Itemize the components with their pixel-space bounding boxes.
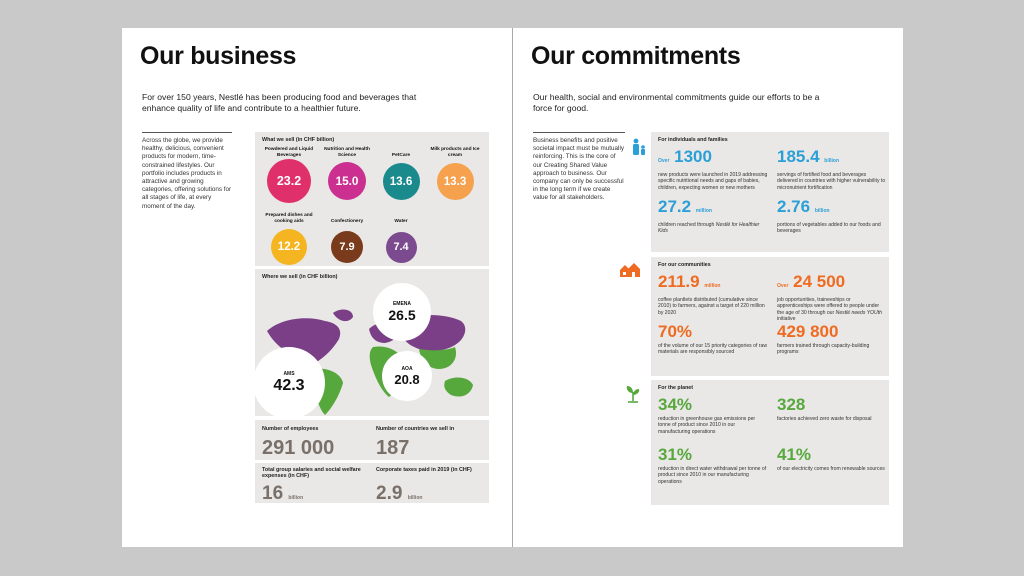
sell-bubble-label: Water xyxy=(394,218,408,224)
stat-suffix: million xyxy=(695,208,712,214)
sell-bubble-value: 15.0 xyxy=(335,174,359,188)
sell-bubble-circle xyxy=(331,231,363,263)
sell-bubble xyxy=(373,146,429,200)
commitment-stat xyxy=(658,148,768,191)
taxes-label: Corporate taxes paid in 2019 (in CHF) xyxy=(376,467,472,473)
stat-number: 34% xyxy=(658,395,693,414)
stat-desc-text: of the volume of our 15 priority categories of raw materials are responsibly sourced xyxy=(658,343,768,356)
stat-description xyxy=(777,297,887,323)
sell-bubble xyxy=(427,146,483,200)
stat-number-row xyxy=(777,273,887,295)
houses-icon xyxy=(619,262,641,278)
sell-bubble-label: Confectionery xyxy=(330,218,364,224)
sell-bubble xyxy=(373,212,429,263)
region-name: AMS xyxy=(283,371,295,377)
stat-number: 211.9 xyxy=(658,272,700,291)
employees-value: 291 000 xyxy=(262,437,335,459)
stat-desc-text: farmers trained through capacity-building programs xyxy=(777,343,870,356)
sell-bubble xyxy=(261,212,317,265)
stat-number-row xyxy=(658,323,768,341)
sell-bubble-label: Prepared dishes and cooking aids xyxy=(265,213,313,224)
stat-number-row xyxy=(777,198,887,220)
stat-number: 27.2 xyxy=(658,197,692,216)
stat-desc-text: reduction in greenhouse gas emissions per tonne of product since 2010 in our manufacturing operations xyxy=(658,416,756,435)
stat-number: 31% xyxy=(658,445,693,464)
region-value: 42.3 xyxy=(273,377,305,394)
countries-value: 187 xyxy=(376,437,410,459)
commitment-stat xyxy=(777,323,887,356)
sell-bubble-label: PetCare xyxy=(391,152,411,158)
section-title: For the planet xyxy=(658,385,694,391)
sell-bubble xyxy=(319,146,375,200)
sell-bubble-circle xyxy=(386,232,417,263)
taxes-value xyxy=(376,483,422,505)
stat-number-row xyxy=(658,273,768,295)
stat-desc-text: children reached through xyxy=(658,222,715,228)
stat-number: 185.4 xyxy=(777,147,820,166)
what-we-sell-panel xyxy=(255,132,489,266)
side-text: Across the globe, we provide healthy, delicious, convenient products for modern, time-constrained lifestyles. Our portfolio includes products in attractive and growing categories, offering solutions for all stages of life, at every moment of the day. xyxy=(142,132,232,211)
stat-desc-text: job opportunities, traineeships or apprenticeships were offered to people under the age of 30 through our xyxy=(777,297,880,316)
stat-number: 429 800 xyxy=(777,322,839,341)
salaries-taxes-panel xyxy=(255,463,489,503)
stat-prefix: Over xyxy=(658,158,670,164)
stat-number-row xyxy=(777,323,887,341)
stat-number-row xyxy=(658,148,768,170)
commitment-stat xyxy=(658,323,768,356)
region-value: 20.8 xyxy=(394,371,420,387)
region-ams-circle xyxy=(253,347,325,419)
what-we-sell-title: What we sell (in CHF billion) xyxy=(262,137,335,143)
section-individuals-families xyxy=(651,132,889,252)
stat-suffix: billion xyxy=(824,158,840,164)
stat-description xyxy=(658,416,768,435)
sell-bubble-value: 12.2 xyxy=(277,241,301,253)
sell-bubble xyxy=(261,146,317,203)
region-aoa-circle xyxy=(382,351,432,401)
region-name: AOA xyxy=(401,365,413,372)
stat-description xyxy=(777,416,887,422)
stat-number-row xyxy=(658,198,768,220)
commitment-stat xyxy=(658,396,768,435)
intro-text: For over 150 years, Nestlé has been producing food and beverages that enhance quality of life and contribute to a healthier future. xyxy=(142,92,417,113)
stat-number-row xyxy=(777,446,887,464)
map-greenland xyxy=(333,310,353,322)
stat-number-row xyxy=(777,148,887,170)
commitment-stat xyxy=(658,446,768,485)
stat-desc-italic: Nestlé needs YOUth xyxy=(835,309,882,316)
page-title: Our commitments xyxy=(531,42,741,70)
stat-description xyxy=(658,172,768,191)
stat-desc-italic: Nestlé for Healthier Kids xyxy=(658,222,760,235)
salaries-unit: billion xyxy=(288,495,304,501)
stat-description xyxy=(777,172,887,191)
page-our-business xyxy=(122,28,512,547)
commitment-stat xyxy=(777,148,887,191)
sell-bubble-circle xyxy=(437,163,474,200)
where-we-sell-panel xyxy=(255,269,489,416)
employees-label: Number of employees xyxy=(262,426,319,432)
employees-countries-panel xyxy=(255,420,489,460)
commitment-stat xyxy=(777,396,887,422)
sell-bubble-circle xyxy=(383,163,420,200)
region-emena-circle xyxy=(373,283,431,341)
stat-prefix: Over xyxy=(777,283,789,289)
stat-desc-text: reduction in direct water withdrawal per tonne of product since 2010 in our manufacturing operations xyxy=(658,466,767,485)
region-value: 26.5 xyxy=(388,307,416,323)
stat-suffix: billion xyxy=(814,208,830,214)
stat-number: 1300 xyxy=(674,147,712,166)
commitment-stat xyxy=(777,446,887,472)
section-communities xyxy=(651,257,889,376)
stat-description xyxy=(777,222,887,235)
page-our-commitments xyxy=(513,28,903,547)
sell-bubble-value: 13.3 xyxy=(443,174,467,188)
commitment-stat xyxy=(777,273,887,323)
stat-number-row xyxy=(658,446,768,464)
sell-bubble xyxy=(319,212,375,263)
side-text: Business benefits and positive societal impact must be mutually reinforcing. This is the core of our Creating Shared Value approach to business. Our company can only be successful in the long term if we create value for all stakeholders. xyxy=(533,132,625,203)
salaries-value xyxy=(262,483,303,505)
stat-description xyxy=(658,466,768,485)
sell-bubble-circle xyxy=(271,229,307,265)
stat-number: 41% xyxy=(777,445,812,464)
stat-description xyxy=(658,343,768,356)
taxes-number: 2.9 xyxy=(376,483,403,504)
sell-bubble-value: 7.9 xyxy=(339,241,355,253)
family-icon xyxy=(631,138,647,158)
sell-bubble-label: Powdered and Liquid Beverages xyxy=(264,147,314,158)
stat-description xyxy=(777,343,887,356)
stat-desc-text: portions of vegetables added to our foods and beverages xyxy=(777,222,881,235)
where-we-sell-title: Where we sell (in CHF billion) xyxy=(262,274,338,280)
stat-desc-text: of our electricity comes from renewable sources xyxy=(777,466,885,472)
stat-number: 24 500 xyxy=(793,272,846,291)
sell-bubble-circle xyxy=(267,159,311,203)
stat-desc-text: new products were launched in 2019 addressing specific nutritional needs and gaps of babies, children, expecting women or new mothers xyxy=(658,172,768,191)
intro-text: Our health, social and environmental commitments guide our efforts to be a force for good. xyxy=(533,92,820,113)
stat-suffix: million xyxy=(704,283,721,289)
section-title: For our communities xyxy=(658,262,711,268)
page-title: Our business xyxy=(140,42,297,70)
sell-bubble-value: 7.4 xyxy=(393,241,409,253)
commitment-stat xyxy=(777,198,887,235)
sell-bubble-circle xyxy=(328,162,366,200)
commitment-stat xyxy=(658,273,768,316)
stat-desc-text: coffee plantlets distributed (cumulative since 2010) to farmers, against a target of 220 million by 2020 xyxy=(658,297,765,316)
countries-label: Number of countries we sell in xyxy=(376,426,455,432)
section-planet xyxy=(651,380,889,505)
stat-number: 328 xyxy=(777,395,806,414)
plant-icon xyxy=(625,385,641,403)
commitment-stat xyxy=(658,198,768,235)
sell-bubble-label: Milk products and Ice cream xyxy=(430,147,480,158)
stat-desc-text: servings of fortified food and beverages delivered in countries with higher vulnerability to micronutrient fortification xyxy=(777,172,886,191)
sell-bubble-label: Nutrition and Health Science xyxy=(324,147,370,158)
salaries-label: Total group salaries and social welfare expenses (in CHF) xyxy=(262,467,361,480)
sell-bubble-value: 23.2 xyxy=(276,174,302,188)
salaries-number: 16 xyxy=(262,483,284,504)
stat-description xyxy=(777,466,887,472)
section-title: For individuals and families xyxy=(658,137,728,143)
map-australia xyxy=(444,378,473,397)
region-name: EMENA xyxy=(392,301,412,307)
sell-bubble-value: 13.6 xyxy=(389,174,413,188)
stat-number-row xyxy=(658,396,768,414)
stat-desc-text: factories achieved zero waste for disposal xyxy=(777,416,872,422)
stat-number: 2.76 xyxy=(777,197,811,216)
stat-desc-after: initiative xyxy=(777,316,796,323)
stat-number-row xyxy=(777,396,887,414)
stat-description xyxy=(658,222,768,235)
stat-number: 70% xyxy=(658,322,693,341)
stat-description xyxy=(658,297,768,316)
taxes-unit: billion xyxy=(407,495,423,501)
